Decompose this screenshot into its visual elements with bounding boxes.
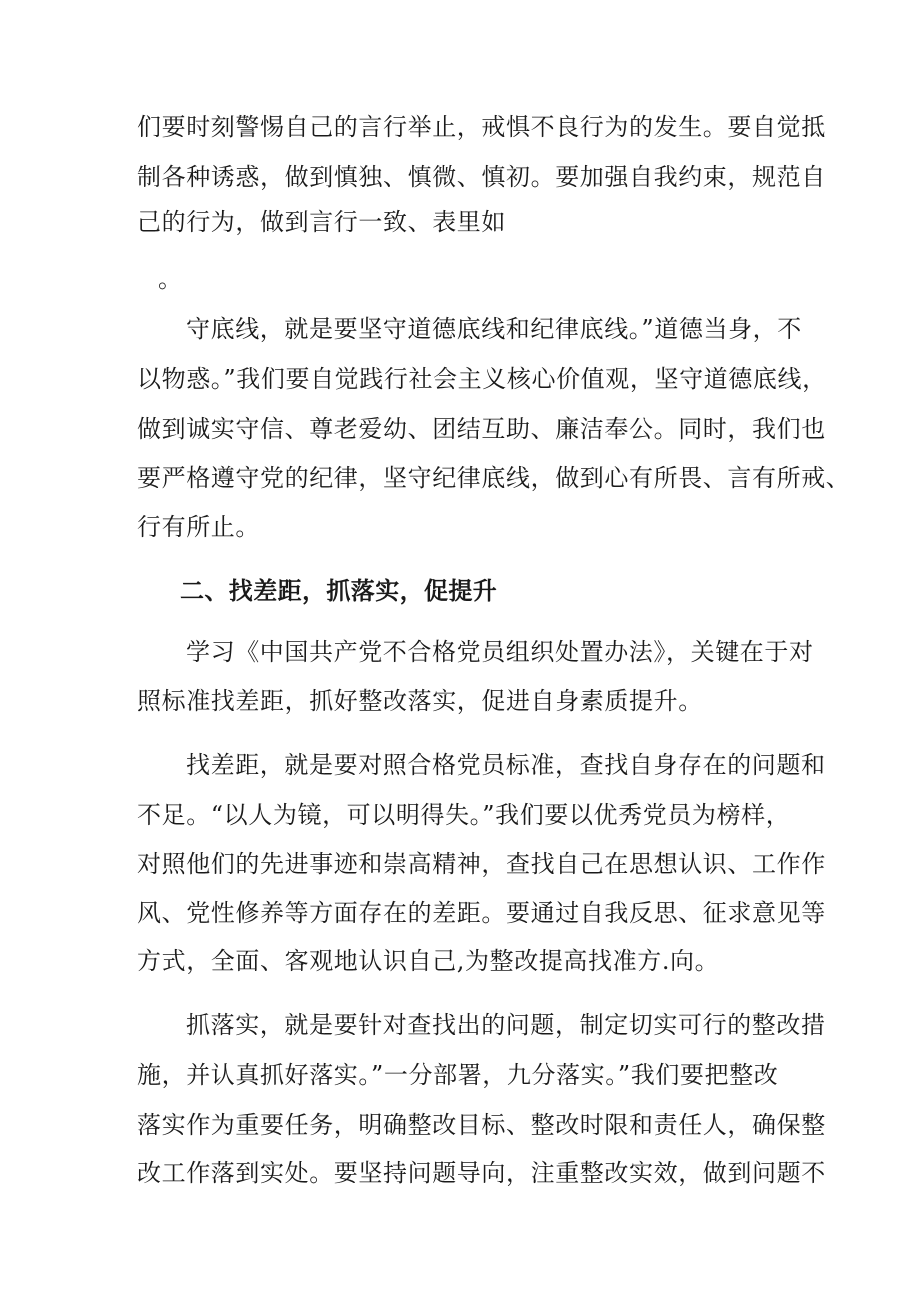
- paragraph-2-line-2: 以物惑。”我们要自觉践行社会主义核心价值观，坚守道德底线，: [137, 365, 827, 393]
- paragraph-4-line-3: 对照他们的先进事迹和崇高精神，查找自己在思想认识、工作作: [137, 850, 826, 878]
- paragraph-1-line-4: 。: [158, 265, 183, 293]
- paragraph-3-line-1: 学习《中国共产党不合格党员组织处置办法》，关键在于对: [186, 638, 814, 666]
- section-heading: 二、找差距，抓落实，促提升: [180, 577, 498, 605]
- paragraph-4-line-1: 找差距，就是要对照合格党员标准，查找自身存在的问题和: [186, 751, 826, 779]
- paragraph-5-line-3: 落实作为重要任务，明确整改目标、整改时限和责任人，确保整: [137, 1111, 826, 1139]
- paragraph-1-line-2: 制各种诱惑，做到慎独、慎微、慎初。要加强自我约束，规范自: [137, 163, 826, 191]
- paragraph-2-line-5: 行有所止。: [137, 513, 260, 541]
- paragraph-5-line-2: 施，并认真抓好落实。”一分部署，九分落实。”我们要把整改: [137, 1061, 779, 1089]
- paragraph-5-line-1: 抓落实，就是要针对查找出的问题，制定切实可行的整改措: [186, 1011, 826, 1039]
- paragraph-2-line-1: 守底线，就是要坚守道德底线和纪律底线。”道德当身，不: [186, 315, 802, 343]
- paragraph-4-line-2: 不足。“以人为镜，可以明得失。”我们要以优秀党员为榜样，: [137, 801, 791, 829]
- paragraph-4-line-4: 风、党性修养等方面存在的差距。要通过自我反思、征求意见等: [137, 899, 826, 927]
- paragraph-4-line-5: 方式，全面、客观地认识自己,为整改提高找准方.向。: [137, 947, 720, 975]
- paragraph-3-line-2: 照标准找差距，抓好整改落实，促进自身素质提升。: [137, 687, 703, 715]
- paragraph-1-line-1: 们要时刻警惕自己的言行举止，戒惧不良行为的发生。要自觉抵: [137, 113, 826, 141]
- paragraph-2-line-3: 做到诚实守信、尊老爱幼、团结互助、廉洁奉公。同时，我们也: [137, 415, 826, 443]
- paragraph-1-line-3: 己的行为，做到言行一致、表里如: [137, 208, 506, 236]
- paragraph-2-line-4: 要严格遵守党的纪律，坚守纪律底线，做到心有所畏、言有所戒、: [137, 464, 851, 492]
- paragraph-5-line-4: 改工作落到实处。要坚持问题导向，注重整改实效，做到问题不: [137, 1159, 826, 1187]
